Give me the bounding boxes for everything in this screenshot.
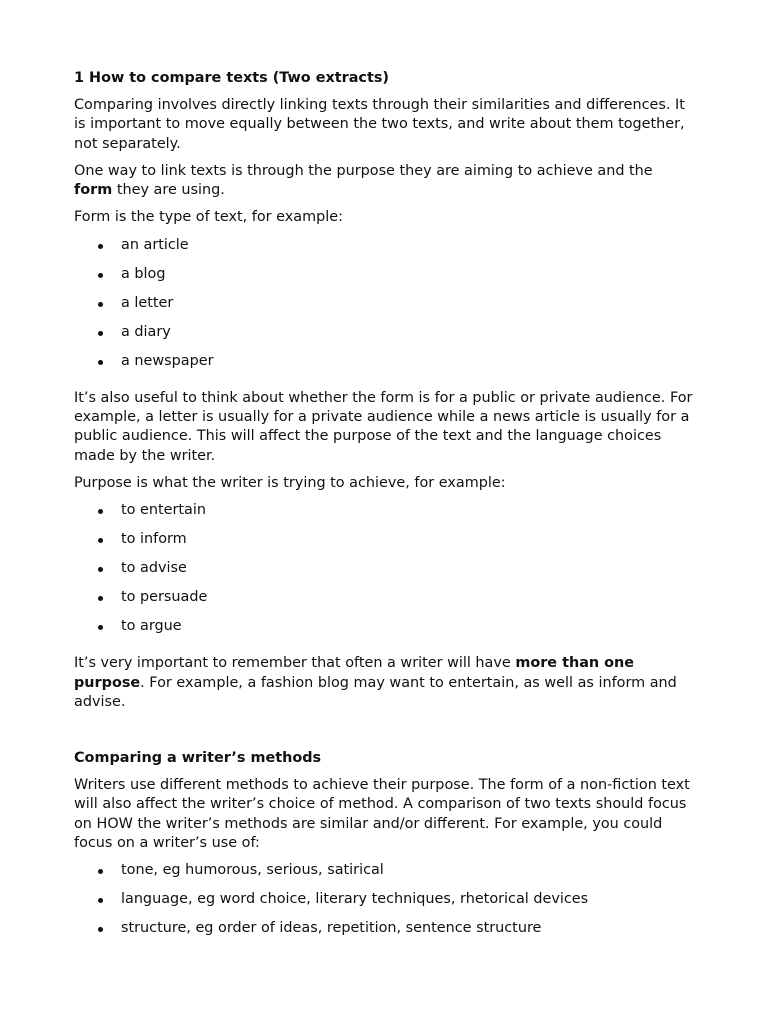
list-item-text: tone, eg humorous, serious, satirical: [121, 862, 384, 879]
paragraph-link-texts-end: they are using.: [112, 182, 225, 199]
list-item-text: a blog: [121, 265, 166, 282]
list-item: [74, 919, 694, 940]
bullet-icon: [98, 869, 103, 874]
list-item-text: to entertain: [121, 502, 206, 519]
paragraph-comparing: Comparing involves directly linking texts through their similarities and differences. It is important to move equally between the two texts, and write about them together, not separately.: [74, 97, 685, 152]
list-item-text: a newspaper: [121, 352, 214, 369]
bullet-icon: [98, 625, 103, 630]
paragraph-more-than-one-purpose: [74, 654, 694, 712]
list-item: [74, 530, 694, 559]
purpose-list: [74, 501, 694, 646]
document-page: [74, 68, 694, 948]
list-item-text: to advise: [121, 560, 187, 577]
paragraph-link-texts-start: One way to link texts is through the purpose they are aiming to achieve and the: [74, 162, 653, 179]
list-item-text: to persuade: [121, 589, 208, 606]
list-item-text: structure, eg order of ideas, repetition, sentence structure: [121, 920, 542, 937]
list-item: [74, 501, 694, 530]
section-heading-methods: Comparing a writer’s methods: [74, 750, 322, 767]
bullet-icon: [98, 331, 103, 336]
bullet-icon: [98, 538, 103, 543]
bullet-icon: [98, 596, 103, 601]
list-item: [74, 559, 694, 588]
paragraph-audience: It’s also useful to think about whether the form is for a public or private audience. For example, a letter is usually for a private audience while a news article is usually for a public audience. This will affect the purpose of the text and the language choices made by the writer.: [74, 389, 693, 464]
list-item-text: language, eg word choice, literary techniques, rhetorical devices: [121, 891, 589, 908]
bullet-icon: [98, 302, 103, 307]
paragraph-link-texts: [74, 162, 694, 201]
bullet-icon: [98, 244, 103, 249]
bullet-icon: [98, 509, 103, 514]
bullet-icon: [98, 360, 103, 365]
bullet-icon: [98, 927, 103, 932]
list-item: [74, 352, 694, 381]
page-title: 1 How to compare texts (Two extracts): [74, 70, 389, 86]
paragraph-form-definition: Form is the type of text, for example:: [74, 209, 343, 226]
emphasis-more-than-one-purpose: more than one purpose: [74, 655, 635, 691]
list-item: [74, 617, 694, 646]
paragraph-methods: Writers use different methods to achieve their purpose. The form of a non-fiction text will also affect the writer’s choice of method. A comparison of two texts should focus on HOW the writer’s methods are similar and/or different. For example, you could focus on a writer’s use of:: [74, 777, 690, 852]
list-item: [74, 294, 694, 323]
bullet-icon: [98, 567, 103, 572]
emphasis-form: form: [74, 182, 113, 199]
methods-list: [74, 861, 694, 940]
list-item: [74, 861, 694, 890]
list-item-text: to inform: [121, 531, 187, 548]
paragraph-purpose-definition: Purpose is what the writer is trying to achieve, for example:: [74, 474, 506, 491]
paragraph-purpose-start: It’s very important to remember that often a writer will have: [74, 655, 516, 672]
list-item: [74, 323, 694, 352]
list-item-text: an article: [121, 236, 189, 253]
bullet-icon: [98, 273, 103, 278]
list-item-text: a letter: [121, 294, 174, 311]
list-item: [74, 265, 694, 294]
bullet-icon: [98, 898, 103, 903]
list-item: [74, 890, 694, 919]
form-list: [74, 236, 694, 381]
list-item-text: to argue: [121, 618, 182, 635]
list-item: [74, 236, 694, 265]
list-item: [74, 588, 694, 617]
list-item-text: a diary: [121, 323, 171, 340]
paragraph-purpose-end: . For example, a fashion blog may want to entertain, as well as inform and advise.: [74, 674, 677, 710]
